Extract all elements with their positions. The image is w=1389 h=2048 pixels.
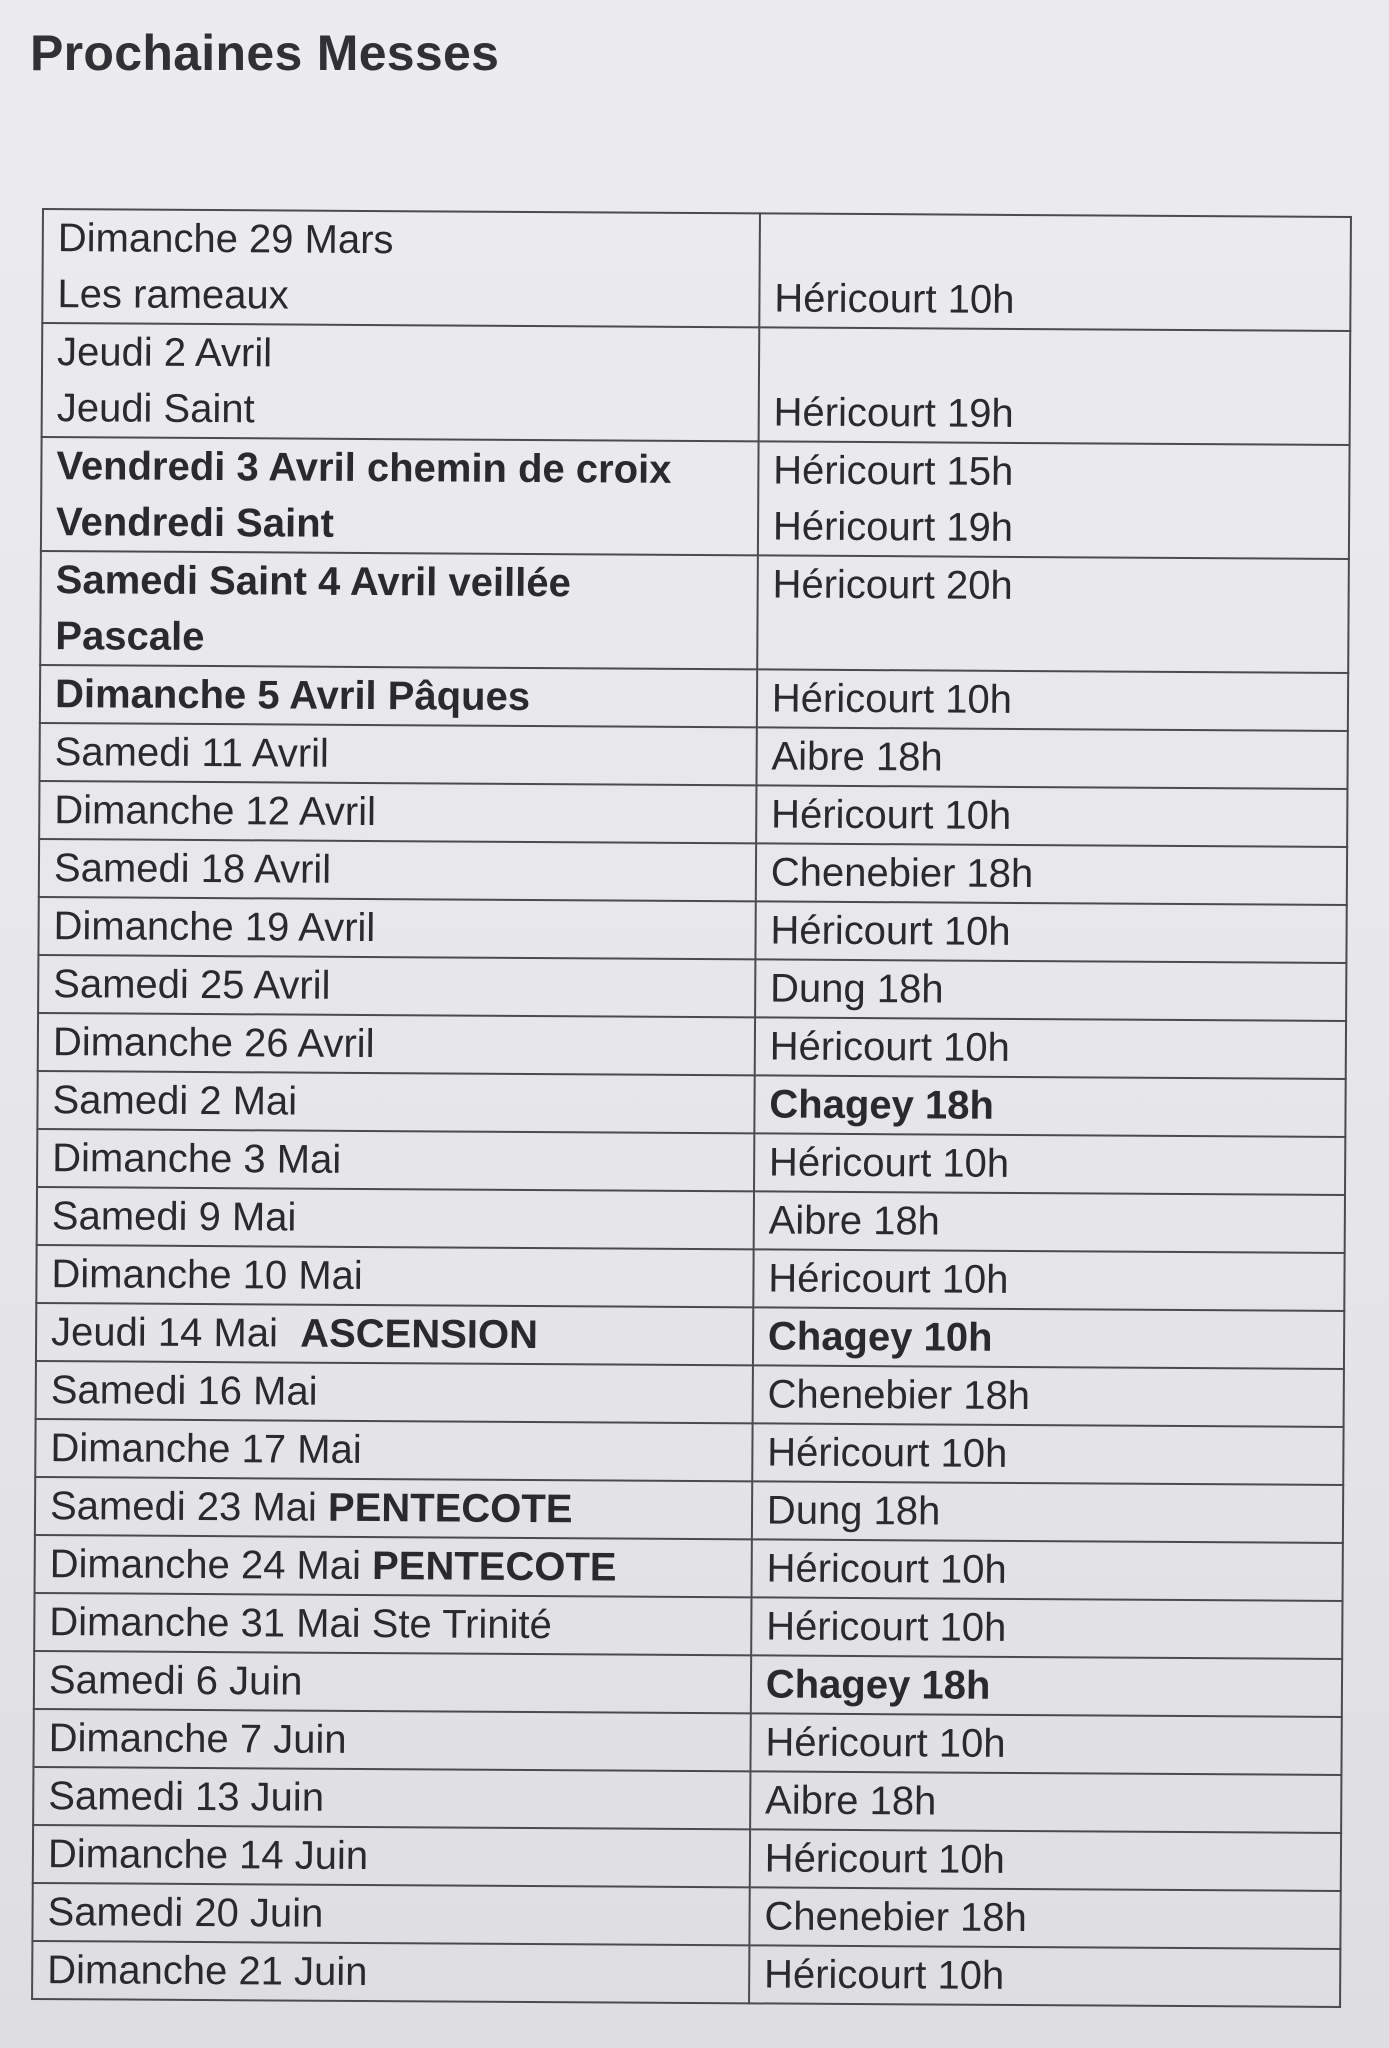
event-line: Samedi 18 Avril [53,846,332,892]
mass-cell [758,327,1350,445]
mass-line: Héricourt 10h [766,1604,1007,1650]
mass-line: Aibre 18h [764,1778,937,1824]
event-line: Samedi 25 Avril [53,962,331,1008]
event-cell [37,1187,754,1249]
table-row [32,1941,1340,2007]
mass-line: Héricourt 10h [763,1952,1005,1998]
event-line: Dimanche 5 Avril Pâques [54,672,531,719]
event-cell [40,665,757,727]
table-row [40,665,1348,731]
event-cell [37,1129,754,1191]
mass-cell [756,785,1348,847]
table-row [39,839,1347,905]
event-cell [32,1941,749,2003]
mass-cell [755,901,1347,963]
mass-cell [755,959,1347,1021]
event-line: Dimanche 26 Avril [52,1020,375,1067]
event-line: Dimanche 17 Mai [50,1426,362,1472]
table-row [38,897,1346,963]
mass-line: Chenebier 18h [764,1894,1027,1941]
mass-line: Héricourt 10h [768,1256,1009,1302]
event-cell [40,551,758,669]
event-cell [33,1767,750,1829]
table-row [39,723,1347,789]
event-cell [33,1825,750,1887]
event-cell [36,1245,753,1307]
table-row [33,1825,1341,1891]
mass-cell [754,1075,1346,1137]
mass-cell [753,1307,1345,1369]
event-cell [42,209,760,327]
event-line: Samedi 20 Juin [47,1890,324,1936]
event-cell [39,839,756,901]
mass-line: Héricourt 10h [769,1024,1010,1070]
event-line: Samedi 11 Avril [54,730,330,776]
event-line: Les rameaux [57,272,289,318]
event-line: Samedi 16 Mai [50,1368,318,1414]
table-row [42,209,1351,331]
mass-line: Héricourt 10h [766,1546,1007,1592]
event-line: Dimanche 3 Mai [52,1136,342,1182]
event-line: Samedi 23 Mai [49,1484,317,1530]
mass-cell [752,1365,1344,1427]
table-row [36,1245,1344,1311]
event-cell [38,897,755,959]
table-row [42,323,1351,445]
table-row [38,1013,1346,1079]
event-cell [35,1419,752,1481]
mass-cell [751,1539,1343,1601]
table-row [37,1071,1345,1137]
event-highlight: PENTECOTE [371,1544,617,1590]
table-row [35,1535,1343,1601]
mass-line: Chagey 18h [765,1662,991,1708]
mass-line: Héricourt 10h [767,1430,1008,1476]
event-line: Dimanche 29 Mars [57,216,394,263]
event-line: Dimanche 24 Mai [49,1542,362,1588]
mass-cell [756,843,1348,905]
mass-line: Héricourt 10h [764,1836,1006,1882]
mass-line: Chagey 18h [769,1082,995,1128]
mass-cell [749,1945,1341,2007]
event-line: Jeudi 14 Mai [50,1310,279,1356]
event-highlight: PENTECOTE [327,1485,573,1532]
event-cell [36,1361,753,1423]
page-title: Prochaines Messes [30,25,500,81]
mass-cell [755,1017,1347,1079]
mass-cell [750,1771,1342,1833]
event-highlight: ASCENSION [300,1311,539,1358]
event-cell [34,1593,751,1655]
event-line: Samedi 13 Juin [48,1774,325,1820]
table-row [33,1767,1341,1833]
table-row [33,1709,1341,1775]
event-line: Samedi Saint 4 Avril veillée [55,558,571,606]
event-line: Dimanche 21 Juin [47,1948,368,1995]
mass-line: Héricourt 10h [771,792,1012,838]
table-row [35,1477,1343,1543]
mass-cell [753,1249,1345,1311]
mass-line: Héricourt 15h [773,448,1014,494]
event-cell [35,1535,752,1597]
event-line: Vendredi Saint [55,500,335,546]
event-line: Pascale [55,614,205,659]
mass-line: Héricourt 19h [772,504,1014,550]
event-cell [41,437,759,555]
event-cell [34,1651,751,1713]
mass-line: Chenebier 18h [770,850,1034,897]
table-row [39,781,1347,847]
mass-line: Héricourt 10h [771,676,1013,722]
event-line: Dimanche 14 Juin [47,1832,369,1879]
mass-line: Chenebier 18h [767,1372,1031,1419]
event-cell [36,1303,753,1365]
event-cell [37,1071,754,1133]
mass-cell [753,1191,1345,1253]
event-cell [32,1883,749,1945]
event-line: Dimanche 7 Juin [48,1716,347,1762]
event-line: Samedi 6 Juin [48,1658,303,1704]
table-row [41,437,1350,559]
mass-cell [750,1829,1342,1891]
event-line: Samedi 2 Mai [52,1078,298,1124]
mass-cell [751,1655,1343,1717]
mass-cell [752,1423,1344,1485]
mass-line: Héricourt 19h [773,390,1014,436]
table-row [37,1187,1345,1253]
event-line: Dimanche 10 Mai [51,1252,363,1298]
mass-cell [750,1713,1342,1775]
table-row [36,1361,1344,1427]
mass-line: Héricourt 10h [770,908,1011,954]
mass-cell [758,441,1350,559]
table-row [40,551,1349,673]
mass-cell [751,1597,1343,1659]
mass-cell [756,727,1348,789]
table-row [37,1129,1345,1195]
event-cell [39,781,756,843]
event-line: Jeudi Saint [56,386,255,432]
mass-cell [759,213,1351,331]
event-line: Dimanche 19 Avril [53,904,376,951]
mass-cell [754,1133,1346,1195]
event-line: Jeudi 2 Avril [56,330,273,376]
mass-line: Dung 18h [766,1488,941,1534]
table-row [34,1593,1342,1659]
event-line: Vendredi 3 Avril chemin de croix [56,444,672,492]
event-cell [38,955,755,1017]
event-cell [35,1477,752,1539]
event-cell [33,1709,750,1771]
table-row [32,1883,1340,1949]
table-row [38,955,1346,1021]
mass-line: Aibre 18h [768,1198,941,1244]
mass-line: Chagey 10h [767,1314,993,1360]
mass-cell [757,555,1349,673]
mass-line: Héricourt 20h [772,562,1013,608]
event-cell [42,323,760,441]
event-cell [38,1013,755,1075]
mass-line: Héricourt 10h [768,1140,1010,1186]
event-cell [39,723,756,785]
mass-cell [757,669,1349,731]
event-line: Samedi 9 Mai [51,1194,297,1240]
table-row [36,1303,1344,1369]
event-line: Dimanche 31 Mai Ste Trinité [49,1600,552,1648]
mass-line: Aibre 18h [771,734,943,780]
mass-cell [749,1887,1341,1949]
mass-line: Dung 18h [769,966,944,1012]
mass-cell [752,1481,1344,1543]
table-row [35,1419,1343,1485]
mass-schedule-table [31,208,1352,2008]
table-row [34,1651,1342,1717]
event-line: Dimanche 12 Avril [54,788,377,835]
mass-line: Héricourt 10h [765,1720,1006,1766]
mass-line: Héricourt 10h [774,276,1015,322]
